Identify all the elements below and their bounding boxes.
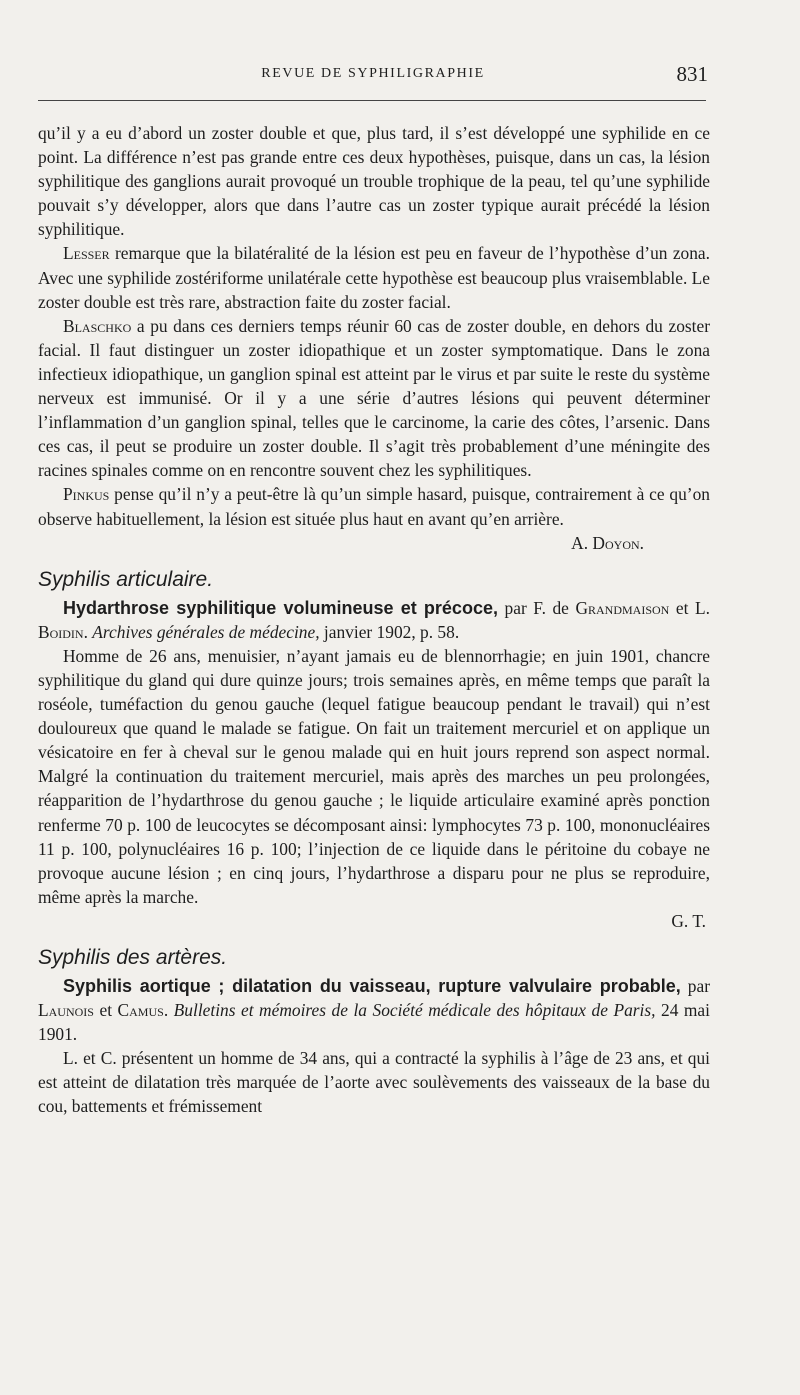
paragraph-text: Homme de 26 ans, menuisier, n’ayant jamais eu de blennorrhagie; en juin 1901, chancre syphilitique du gland qui dure quinze jours; trois semaines après, en même temps que paraît la roséole, tuméfaction du genou gauche (lequel fatigue beaucoup pendant le travail) qui n’est douloureux que quand le malade se fatigue. On fait un traitement mercuriel et on applique un vésicatoire en fer à cheval sur le genou malade qui en huit jours reprend son aspect normal. Malgré la continuation du traitement mercuriel, mais après des marches un peu prolongées, réapparition de l’hydarthrose du genou gauche ; le liquide articulaire examiné après ponction renferme 70 p. 100 de leucocytes se décomposant ainsi: lymphocytes 73 p. 100, mononucléaires 11 p. 100, polynucléaires 16 p. 100; l’injection de ce liquide dans le péritoine du cobaye ne provoque aucune lésion ; en cinq jours, l’hydarthrose a disparu pour ne plus se reproduire, même après la marche. [38,645,710,907]
paragraph-lesser [38,241,710,313]
author-name: Grandmaison [575,597,670,618]
journal-name: Archives générales de médecine, [92,621,320,642]
signature: A. Doyon. [571,532,644,553]
citation-text: . [163,1000,174,1021]
journal-name: Bulletins et mémoires de la Société médicale des hôpitaux de Paris, [173,1000,656,1021]
paragraph-blaschko [38,314,710,483]
citation-date: janvier 1902, p. 58. [319,621,460,642]
header-rule [38,100,706,101]
page-number: 831 [676,62,708,86]
citation-date: 24 mai 1901. [38,1000,710,1045]
paragraph-text: L. et C. présentent un homme de 34 ans, qui a contracté la syphilis à l’âge de 23 ans, et qui est atteint de dilatation très marquée de l’aorte avec soulèvements des vaisseaux de la base du cou, battements et frémissement [38,1048,710,1117]
article-title: Hydarthrose syphilitique volumineuse et précoce, [63,597,498,618]
paragraph-text: remarque que la bilatéralité de la lésion est peu en faveur de l’hypothèse d’un zona. Avec une syphilide zostériforme unilatérale cette hypothèse est beaucoup plus vraisemblable. Le zoster double est très rare, abstraction faite du zoster facial. [38,243,710,312]
citation-text: par [680,976,710,996]
paragraph-pinkus [38,482,710,530]
citation-text: et L. [669,597,710,618]
article-body [38,121,710,1119]
author-name: Blaschko [63,315,132,336]
signature-line [38,531,710,555]
article-citation [38,974,710,1046]
paragraph-case [38,644,710,909]
author-name: Boidin [38,621,84,642]
paragraph-text: a pu dans ces derniers temps réunir 60 cas de zoster double, en dehors du zoster facial. Il faut distinguer un zoster idiopathique et un zoster symptomatique. Dans le zona infectieux idiopathique, un ganglion spinal est atteint par le virus et par suite le reste du système nerveux est immunisé. Or il y a une série d’autres lésions qui peuvent déterminer l’inflammation d’un ganglion spinal, telles que le carcinome, la carie des côtes, l’arsenic. Dans ces cas, il peut se produire un zoster double. Il s’agit très probablement d’une méningite des racines spinales comme on en rencontre souvent chez les syphilitiques. [38,315,710,481]
page-header [38,62,708,92]
author-name: Pinkus [63,484,110,505]
author-name: Camus [117,1000,164,1021]
running-title: REVUE DE SYPHILIGRAPHIE [261,66,485,81]
signature-line [38,909,710,933]
article-title: Syphilis aortique ; dilatation du vaisseau, rupture valvulaire probable, [63,976,681,996]
section-title-articulaire: Syphilis articulaire. [38,567,214,591]
paragraph-text: pense qu’il n’y a peut-être là qu’un simple hasard, puisque, contrairement à ce qu’on observe habituellement, la lésion est située plus haut en avant qu’en arrière. [38,484,710,529]
article-citation [38,596,710,644]
paragraph-text: qu’il y a eu d’abord un zoster double et que, plus tard, il s’est développé une syphilide en ce point. La différence n’est pas grande entre ces deux hypothèses, puisque, dans un cas, la lésion syphilitique des ganglions aurait provoqué un trouble trophique de la peau, tel qu’une syphilide pouvait s’y développer, alors que dans l’autre cas un zoster typique aurait précédé la lésion syphilitique. [38,123,710,240]
paragraph-case [38,1046,710,1118]
citation-text: par F. de [497,597,576,618]
section-title-arteres: Syphilis des artères. [38,946,228,969]
author-name: Launois [38,1000,94,1021]
citation-text: et [93,1000,118,1021]
signature: G. T. [671,910,706,931]
citation-text: . [83,621,93,642]
paragraph-continuation [38,121,710,241]
author-name: Lesser [63,243,110,264]
